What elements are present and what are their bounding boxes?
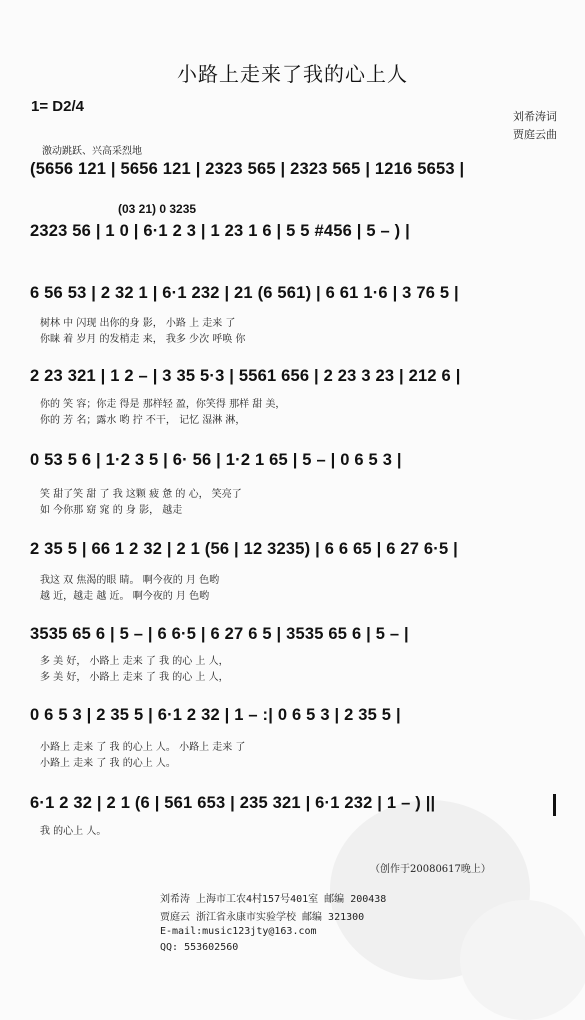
- contact-email: E-mail:music123jty@163.com: [160, 926, 317, 937]
- song-title: 小路上走来了我的心上人: [177, 62, 408, 86]
- lyrics-verse-1: 小路上 走来 了 我 的心上 人。 小路上 走来 了: [40, 742, 246, 753]
- score-system-3: 6 56 53 | 2 32 1 | 6·1 232 | 21 (6 561) | 6 61 1·6 | 3 76 5 |: [30, 284, 459, 302]
- background-decoration: [460, 900, 585, 1020]
- score-system-9: 6·1 2 32 | 2 1 (6 | 561 653 | 235 321 | 6·1 232 | 1 – ) ||: [30, 794, 436, 812]
- creation-date: （创作于20080617晚上）: [370, 864, 491, 875]
- lyrics-verse-1: 我 的心上 人。: [40, 826, 107, 837]
- lyrics-verse-1: 多 美 好， 小路上 走来 了 我 的心 上 人，: [40, 656, 229, 667]
- contact-composer: 贾庭云 浙江省永康市实验学校 邮编 321300: [160, 912, 365, 923]
- lyrics-verse-2: 你的 芳 名；露水 哟 拧 不干， 记忆 湿淋 淋，: [40, 415, 246, 426]
- score-system-1: (5656 121 | 5656 121 | 2323 565 | 2323 565 | 1216 5653 |: [30, 160, 465, 178]
- contact-qq: QQ: 553602560: [160, 942, 239, 953]
- score-system-8: 0 6 5 3 | 2 35 5 | 6·1 2 32 | 1 – :| 0 6 5 3 | 2 35 5 |: [30, 706, 401, 724]
- score-system-4: 2 23 321 | 1 2 – | 3 35 5·3 | 5561 656 | 2 23 3 23 | 212 6 |: [30, 367, 461, 385]
- lyrics-verse-2: 越 近，越走 越 近。 啊今夜的 月 色哟: [40, 591, 210, 602]
- score-system-2: 2323 56 | 1 0 | 6·1 2 3 | 1 23 1 6 | 5 5 #456 | 5 – ) |: [30, 222, 410, 240]
- lyrics-verse-2: 如 今你那 窈 窕 的 身 影， 越走: [40, 505, 183, 516]
- key-signature: 1= D2/4: [31, 98, 84, 115]
- contact-lyricist: 刘希涛 上海市工农4村157号401室 邮编 200438: [160, 894, 387, 905]
- lyrics-verse-2: 多 美 好， 小路上 走来 了 我 的心 上 人，: [40, 672, 229, 683]
- lyrics-verse-1: 你的 笑 容；你走 得是 那样轻 盈，你笑得 那样 甜 美，: [40, 399, 286, 410]
- lyrics-verse-1: 树林 中 闪现 出你的身 影， 小路 上 走来 了: [40, 318, 236, 329]
- score-system-6: 2 35 5 | 66 1 2 32 | 2 1 (56 | 12 3235) | 6 6 65 | 6 27 6·5 |: [30, 540, 458, 558]
- tempo-marking: 激动跳跃、兴高采烈地: [42, 146, 142, 157]
- composer-credit: 贾庭云曲: [513, 128, 557, 141]
- final-barline: [553, 794, 556, 816]
- score-system-7: 3535 65 6 | 5 – | 6 6·5 | 6 27 6 5 | 3535 65 6 | 5 – |: [30, 625, 409, 643]
- lyrics-verse-2: 你睐 着 岁月 的发梢走 来， 我多 少次 呼唤 你: [40, 334, 246, 345]
- score-system-2-cue: (03 21) 0 3235: [118, 202, 197, 216]
- lyrics-verse-1: 笑 甜了笑 甜 了 我 这颗 疲 惫 的 心， 笑亮了: [40, 489, 242, 500]
- lyrics-verse-2: 小路上 走来 了 我 的心上 人。: [40, 758, 176, 769]
- score-system-5: 0 53 5 6 | 1·2 3 5 | 6· 56 | 1·2 1 65 | 5 – | 0 6 5 3 |: [30, 451, 402, 469]
- lyrics-verse-1: 我这 双 焦渴的眼 睛。 啊今夜的 月 色哟: [40, 575, 220, 586]
- lyricist-credit: 刘希涛词: [513, 110, 557, 123]
